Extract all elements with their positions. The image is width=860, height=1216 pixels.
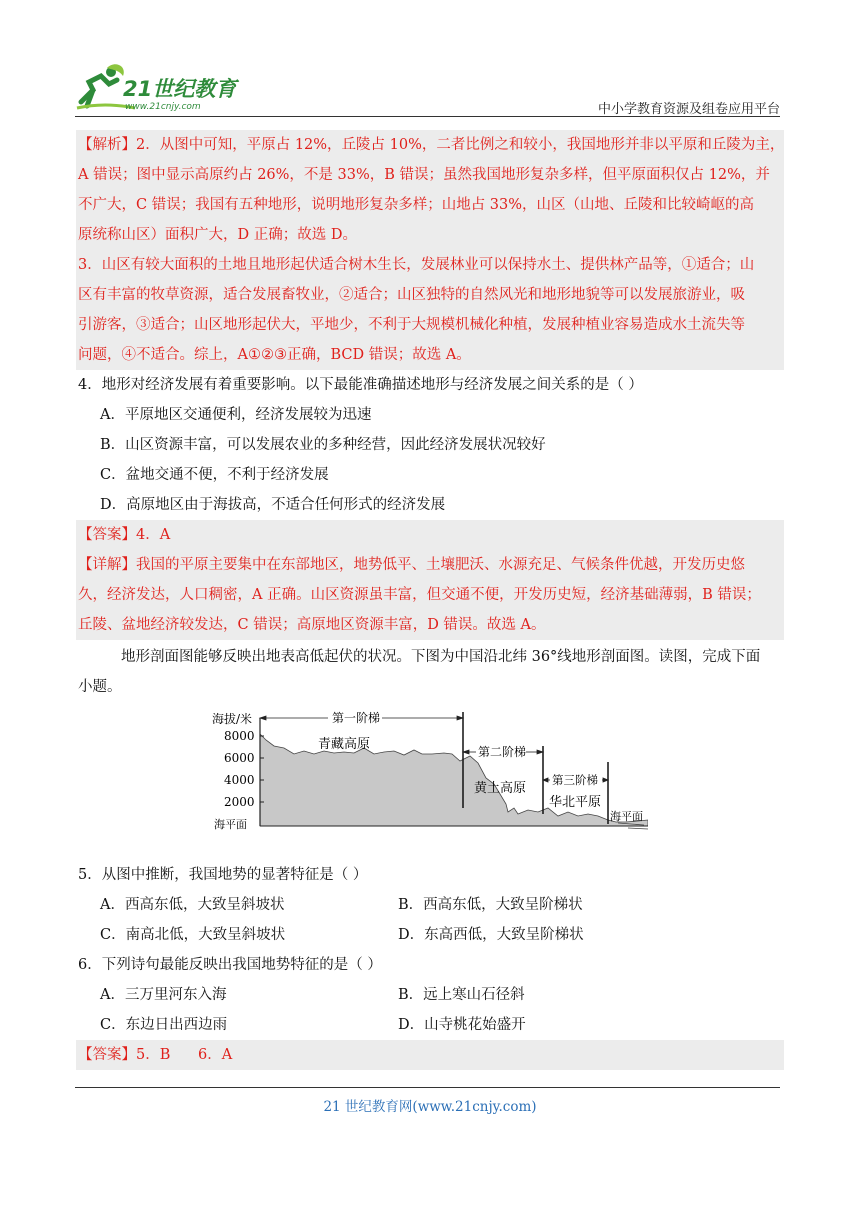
- logo-url: www.21cnjy.com: [125, 102, 201, 112]
- option-row: [78, 920, 784, 950]
- region-loess-plateau: 黄土高原: [474, 781, 527, 796]
- step3-label: 第三阶梯: [552, 773, 598, 787]
- option-b: B．山区资源丰富，可以发展农业的多种经营，因此经济发展状况较好: [100, 437, 546, 453]
- text-line: 3．山区有较大面积的土地且地形起伏适合树木生长，发展林业可以保持水土、提供林产品等，①适合；山: [78, 257, 755, 273]
- header-divider: [75, 116, 780, 117]
- logo-text: 21世纪教育: [123, 77, 237, 101]
- option-d: D．高原地区由于海拔高，不适合任何形式的经济发展: [100, 497, 446, 513]
- platform-name: 中小学教育资源及组卷应用平台: [597, 102, 780, 117]
- option-a: A．西高东低，大致呈斜坡状: [100, 897, 285, 913]
- terrain-profile-figure: [78, 708, 784, 858]
- y-tick-label: 2000: [224, 795, 255, 809]
- question-stem: 6．下列诗句最能反映出我国地势特征的是（ ）: [78, 957, 382, 973]
- option-c: C．盆地交通不便，不利于经济发展: [100, 467, 329, 483]
- question-6: [78, 950, 784, 1040]
- option-c: C．东边日出西边雨: [100, 1017, 228, 1033]
- option-b: B．远上寒山石径斜: [398, 987, 525, 1003]
- region-qinghai-tibet: 青藏高原: [318, 737, 371, 752]
- text-line: 原统称山区）面积广大，D 正确；故选 D。: [78, 227, 357, 243]
- text-line: 【详解】我国的平原主要集中在东部地区，地势低平、土壤肥沃、水源充足、气候条件优越，开发历史悠: [78, 557, 745, 573]
- analysis-block-2-3: [76, 130, 784, 370]
- text-line: 地形剖面图能够反映出地表高低起伏的状况。下图为中国沿北纬 36°线地形剖面图。读图，完成下面: [121, 649, 761, 665]
- logo: [75, 62, 245, 114]
- y-tick-label: 6000: [224, 751, 255, 765]
- option-a: A．平原地区交通便利，经济发展较为迅速: [100, 407, 372, 423]
- step1-label: 第一阶梯: [332, 711, 381, 725]
- answer-block-4: [76, 520, 784, 640]
- text-line: 区有丰富的牧草资源，适合发展畜牧业，②适合；山区独特的自然风光和地形地貌等可以发展旅游业，吸: [78, 287, 745, 303]
- y-tick-label: 8000: [224, 729, 255, 743]
- option-row: [78, 980, 784, 1010]
- sea-level-label-left: 海平面: [214, 818, 247, 831]
- sea-level-label-right: 海平面: [610, 810, 643, 823]
- option-b: B．西高东低，大致呈阶梯状: [398, 897, 583, 913]
- question-5: [78, 860, 784, 950]
- intro-paragraph: [78, 642, 784, 702]
- answer-line: 【答案】5．B 6．A: [78, 1047, 233, 1063]
- text-line: A 错误；图中显示高原约占 26%，不是 33%，B 错误；虽然我国地形复杂多样，但平原面积仅占 12%，并: [78, 167, 770, 183]
- option-d: D．东高西低，大致呈阶梯状: [398, 927, 584, 943]
- region-north-china-plain: 华北平原: [549, 795, 602, 810]
- y-axis-label: 海拔/米: [212, 712, 253, 726]
- page-header: [75, 62, 780, 118]
- option-d: D．山寺桃花始盛开: [398, 1017, 526, 1033]
- footer-link[interactable]: 21 世纪教育网(www.21cnjy.com): [323, 1099, 537, 1115]
- text-line: 小题。: [78, 679, 122, 695]
- text-line: 丘陵、盆地经济较发达，C 错误；高原地区资源丰富，D 错误。故选 A。: [78, 617, 546, 633]
- text-line: 问题，④不适合。综上，A①②③正确，BCD 错误；故选 A。: [78, 347, 471, 363]
- y-tick-label: 4000: [224, 773, 255, 787]
- option-row: [78, 890, 784, 920]
- answer-line: 【答案】4．A: [78, 527, 171, 543]
- text-line: 久，经济发达，人口稠密，A 正确。山区资源虽丰富，但交通不便，开发历史短，经济基础薄弱，B 错误；: [78, 587, 761, 603]
- step2-label: 第二阶梯: [478, 745, 527, 759]
- page-content: [78, 130, 784, 1070]
- text-line: 不广大，C 错误；我国有五种地形，说明地形复杂多样；山地占 33%，山区（山地、丘陵和比较崎岖的高: [78, 197, 755, 213]
- footer-divider: [75, 1087, 780, 1088]
- question-stem: 5．从图中推断，我国地势的显著特征是（ ）: [78, 867, 368, 883]
- option-row: [78, 1010, 784, 1040]
- option-c: C．南高北低，大致呈斜坡状: [100, 927, 286, 943]
- question-4: [78, 370, 784, 520]
- text-line: 引游客，③适合；山区地形起伏大，平地少，不利于大规模机械化种植，发展种植业容易造成水土流失等: [78, 317, 745, 333]
- text-line: 【解析】2．从图中可知，平原占 12%，丘陵占 10%，二者比例之和较小，我国地形并非以平原和丘陵为主，: [78, 137, 785, 153]
- answer-block-5-6: [76, 1040, 784, 1070]
- option-a: A．三万里河东入海: [100, 987, 227, 1003]
- question-stem: 4．地形对经济发展有着重要影响。以下最能准确描述地形与经济发展之间关系的是（ ）: [78, 377, 643, 393]
